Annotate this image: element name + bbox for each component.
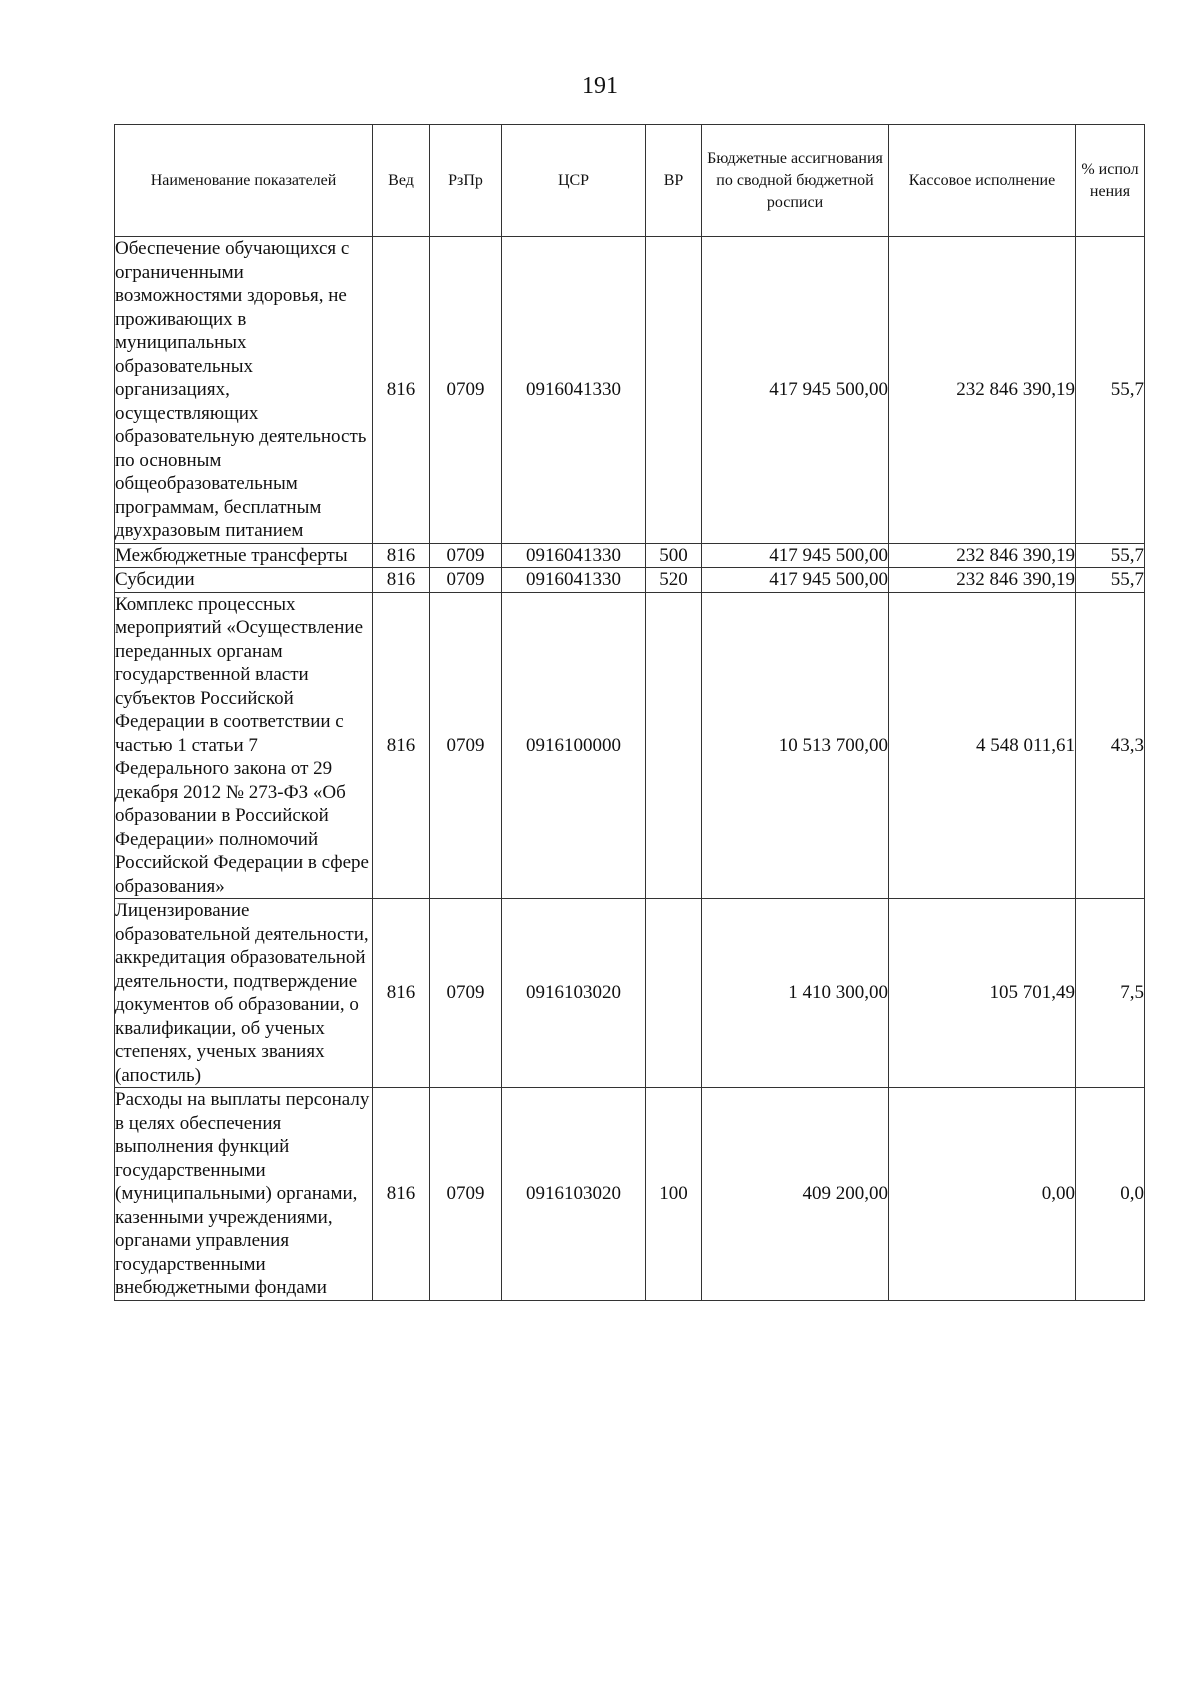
row-vr: 100 bbox=[646, 1088, 702, 1301]
table-row bbox=[115, 1088, 1145, 1301]
header-budget: Бюджетные ассигнования по сводной бюджетной росписи bbox=[702, 125, 889, 237]
row-pct: 55,7 bbox=[1076, 543, 1145, 568]
row-cash: 4 548 011,61 bbox=[889, 592, 1076, 899]
row-cash: 232 846 390,19 bbox=[889, 237, 1076, 544]
row-budget: 417 945 500,00 bbox=[702, 237, 889, 544]
table-row bbox=[115, 899, 1145, 1088]
row-csr: 0916041330 bbox=[502, 568, 646, 593]
table-row bbox=[115, 237, 1145, 544]
row-pct: 7,5 bbox=[1076, 899, 1145, 1088]
row-budget: 1 410 300,00 bbox=[702, 899, 889, 1088]
row-budget: 10 513 700,00 bbox=[702, 592, 889, 899]
table-row bbox=[115, 568, 1145, 593]
row-cash: 0,00 bbox=[889, 1088, 1076, 1301]
row-rzpr: 0709 bbox=[430, 237, 502, 544]
row-pct: 55,7 bbox=[1076, 568, 1145, 593]
row-csr: 0916100000 bbox=[502, 592, 646, 899]
row-vr: 500 bbox=[646, 543, 702, 568]
row-csr: 0916103020 bbox=[502, 1088, 646, 1301]
header-pct: % испол нения bbox=[1076, 125, 1145, 237]
row-rzpr: 0709 bbox=[430, 899, 502, 1088]
row-vr bbox=[646, 592, 702, 899]
row-ved: 816 bbox=[373, 899, 430, 1088]
row-name: Обеспечение обучающихся с ограниченными возможностями здоровья, не проживающих в муниципальных образовательных организациях, осуществляющих образовательную деятельность по основным общеобразовательным программам, бесплатным двухразовым питанием bbox=[115, 237, 373, 544]
header-ved: Вед bbox=[373, 125, 430, 237]
row-ved: 816 bbox=[373, 568, 430, 593]
row-ved: 816 bbox=[373, 543, 430, 568]
row-rzpr: 0709 bbox=[430, 1088, 502, 1301]
header-vr: ВР bbox=[646, 125, 702, 237]
header-rzpr: РзПр bbox=[430, 125, 502, 237]
row-ved: 816 bbox=[373, 592, 430, 899]
page-number: 191 bbox=[582, 73, 618, 99]
table-row bbox=[115, 543, 1145, 568]
row-rzpr: 0709 bbox=[430, 592, 502, 899]
row-vr bbox=[646, 899, 702, 1088]
row-cash: 232 846 390,19 bbox=[889, 568, 1076, 593]
row-name: Комплекс процессных мероприятий «Осуществление переданных органам государственной власти субъектов Российской Федерации в соответствии с частью 1 статьи 7 Федерального закона от 29 декабря 2012 № 273-ФЗ «Об образовании в Российской Федерации» полномочий Российской Федерации в сфере образования» bbox=[115, 592, 373, 899]
row-rzpr: 0709 bbox=[430, 568, 502, 593]
row-csr: 0916103020 bbox=[502, 899, 646, 1088]
row-pct: 55,7 bbox=[1076, 237, 1145, 544]
row-name: Межбюджетные трансферты bbox=[115, 543, 373, 568]
row-rzpr: 0709 bbox=[430, 543, 502, 568]
header-cash: Кассовое исполнение bbox=[889, 125, 1076, 237]
table-header-row bbox=[115, 125, 1145, 237]
row-vr bbox=[646, 237, 702, 544]
row-budget: 409 200,00 bbox=[702, 1088, 889, 1301]
row-budget: 417 945 500,00 bbox=[702, 543, 889, 568]
table-row bbox=[115, 592, 1145, 899]
budget-execution-table bbox=[114, 124, 1145, 1301]
header-csr: ЦСР bbox=[502, 125, 646, 237]
row-pct: 43,3 bbox=[1076, 592, 1145, 899]
header-name: Наименование показателей bbox=[115, 125, 373, 237]
row-pct: 0,0 bbox=[1076, 1088, 1145, 1301]
row-cash: 105 701,49 bbox=[889, 899, 1076, 1088]
row-csr: 0916041330 bbox=[502, 543, 646, 568]
row-name: Субсидии bbox=[115, 568, 373, 593]
row-name: Расходы на выплаты персоналу в целях обеспечения выполнения функций государственными (муниципальными) органами, казенными учреждениями, органами управления государственными внебюджетными фондами bbox=[115, 1088, 373, 1301]
row-vr: 520 bbox=[646, 568, 702, 593]
row-csr: 0916041330 bbox=[502, 237, 646, 544]
row-ved: 816 bbox=[373, 1088, 430, 1301]
row-ved: 816 bbox=[373, 237, 430, 544]
row-cash: 232 846 390,19 bbox=[889, 543, 1076, 568]
row-name: Лицензирование образовательной деятельности, аккредитация образовательной деятельности, подтверждение документов об образовании, о квалификации, об ученых степенях, ученых званиях (апостиль) bbox=[115, 899, 373, 1088]
row-budget: 417 945 500,00 bbox=[702, 568, 889, 593]
